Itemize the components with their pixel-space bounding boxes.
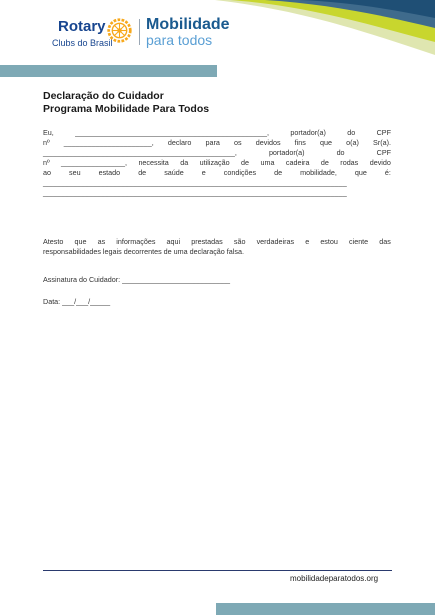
text-word: mobilidade, xyxy=(300,168,337,177)
text-line xyxy=(43,148,391,158)
text-word: fins xyxy=(294,138,306,147)
text-word: Sr(a). xyxy=(373,138,391,147)
text-word: o(a) xyxy=(346,138,359,147)
text-word: é: xyxy=(384,168,391,177)
declaration-paragraph xyxy=(43,128,391,198)
rotary-wheel-icon xyxy=(106,17,133,44)
logo-divider xyxy=(139,19,140,45)
text-word: ciente xyxy=(349,237,369,246)
text-line xyxy=(43,188,391,198)
text-word: declaro xyxy=(167,138,192,147)
text-word: Eu, xyxy=(43,128,54,137)
text-word: portador(a) xyxy=(290,128,326,137)
text-word: de xyxy=(274,168,283,177)
text-word: saúde xyxy=(164,168,184,177)
text-line xyxy=(43,168,391,178)
text-line xyxy=(43,247,391,257)
text-word: devido xyxy=(369,158,391,167)
footer-band xyxy=(216,603,435,615)
text-word: ______________________, xyxy=(63,138,154,147)
text-word: ____________________________________________________________________________ xyxy=(43,178,347,187)
text-word: Atesto xyxy=(43,237,64,246)
text-word: estou xyxy=(320,237,338,246)
text-word: ________________________________________________, xyxy=(43,148,237,157)
mobilidade-subtitle: para todos xyxy=(146,32,213,48)
title-line-1: Declaração do Cuidador xyxy=(43,90,164,102)
text-word: ________________________________________________, xyxy=(75,128,270,137)
text-word: e xyxy=(305,237,310,246)
text-word: para xyxy=(205,138,220,147)
text-word: CPF xyxy=(376,128,391,137)
text-word: ao xyxy=(43,168,51,177)
text-word: CPF xyxy=(376,148,391,157)
text-word: portador(a) xyxy=(268,148,305,157)
text-word: utilização xyxy=(199,158,230,167)
signature-line: Assinatura do Cuidador: ___________________________ xyxy=(43,275,231,284)
text-word: da xyxy=(180,158,189,167)
text-word: aqui xyxy=(166,237,181,246)
text-word: ____________________________________________________________________________ xyxy=(43,188,347,197)
footer-rule xyxy=(43,570,392,571)
text-word: que xyxy=(354,168,367,177)
text-word: são xyxy=(233,237,246,246)
rotary-wordmark: Rotary xyxy=(58,18,106,35)
text-word: uma xyxy=(260,158,275,167)
text-word: seu xyxy=(69,168,81,177)
date-line: Data: ___/___/_____ xyxy=(43,297,111,306)
mobilidade-wordmark: Mobilidade xyxy=(146,16,230,33)
text-word: as xyxy=(97,237,106,246)
rotary-subtitle: Clubs do Brasil xyxy=(52,38,113,48)
text-word: de xyxy=(241,158,250,167)
text-word: prestadas xyxy=(191,237,223,246)
text-word: ________________, xyxy=(61,158,128,167)
text-word: de xyxy=(320,158,329,167)
text-word: cadeira xyxy=(285,158,310,167)
header-band xyxy=(0,65,217,77)
text-word: rodas xyxy=(340,158,359,167)
text-word: necessita xyxy=(138,158,169,167)
text-word: responsabilidades legais decorrentes de uma declaração falsa. xyxy=(43,247,244,256)
text-word: nº xyxy=(43,158,50,167)
text-line xyxy=(43,178,391,188)
text-line xyxy=(43,158,391,168)
text-word: condições xyxy=(223,168,257,177)
document-title xyxy=(43,90,209,116)
text-line xyxy=(43,237,391,247)
text-word: que xyxy=(319,138,332,147)
text-word: que xyxy=(74,237,87,246)
mobilidade-logo xyxy=(146,16,256,50)
footer-url: mobilidadeparatodos.org xyxy=(290,574,379,583)
text-word: informações xyxy=(116,237,156,246)
text-word: verdadeiras xyxy=(256,237,295,246)
text-line xyxy=(43,138,391,148)
text-word: os xyxy=(234,138,242,147)
title-line-2: Programa Mobilidade Para Todos xyxy=(43,103,210,115)
text-word: das xyxy=(379,237,391,246)
text-word: nº xyxy=(43,138,50,147)
text-word: do xyxy=(347,128,356,137)
attestation-paragraph xyxy=(43,237,391,257)
text-line xyxy=(43,128,391,138)
text-word: de xyxy=(138,168,147,177)
text-word: do xyxy=(336,148,345,157)
text-word: devidos xyxy=(255,138,281,147)
text-word: estado xyxy=(98,168,121,177)
text-word: e xyxy=(201,168,206,177)
